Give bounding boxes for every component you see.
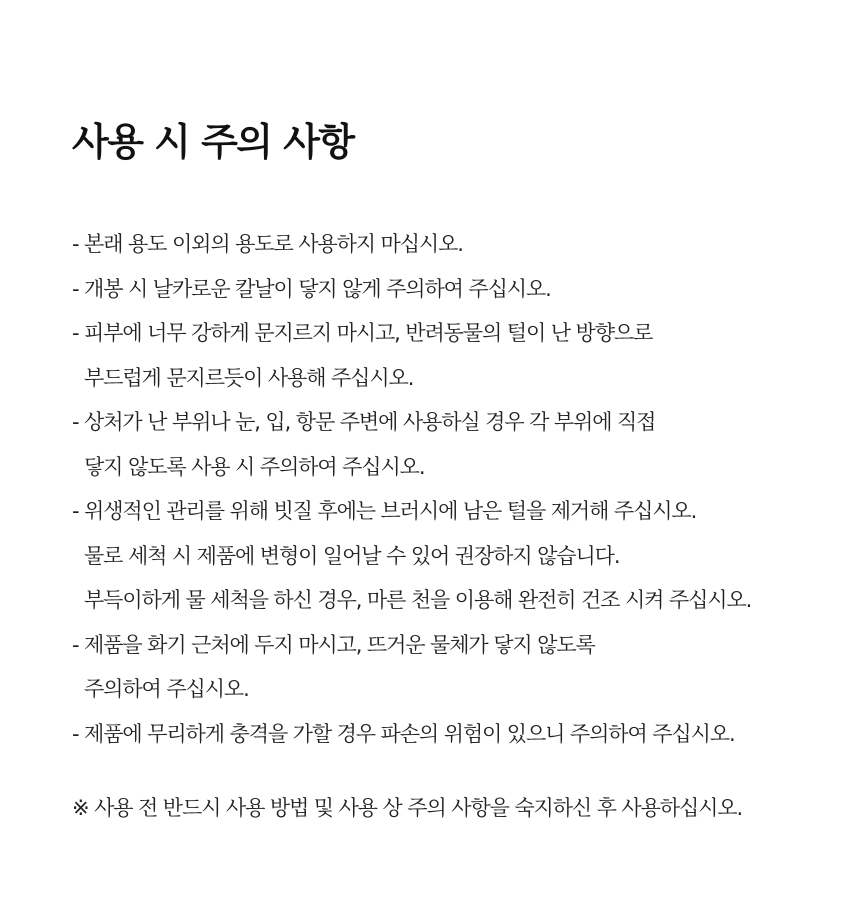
caution-line-continued: 부드럽게 문지르듯이 사용해 주십시오.	[84, 365, 414, 390]
caution-line-continued: 부득이하게 물 세척을 하신 경우, 마른 천을 이용해 완전히 건조 시켜 주십시오.	[84, 588, 752, 612]
caution-line: - 상처가 난 부위나 눈, 입, 항문 주변에 사용하실 경우 각 부위에 직접	[72, 410, 656, 434]
caution-line: - 제품을 화기 근처에 두지 마시고, 뜨거운 물체가 닿지 않도록	[72, 632, 595, 657]
caution-line: - 위생적인 관리를 위해 빗질 후에는 브러시에 남은 털을 제거해 주십시오.	[72, 499, 697, 523]
footer-notice: ※ 사용 전 반드시 사용 방법 및 사용 상 주의 사항을 숙지하신 후 사용하십시오.	[72, 796, 743, 820]
page-title: 사용 시 주의 사항	[72, 120, 354, 164]
caution-line: - 피부에 너무 강하게 문지르지 마시고, 반려동물의 털이 난 방향으로	[72, 321, 653, 345]
caution-line: - 본래 용도 이외의 용도로 사용하지 마십시오.	[72, 232, 463, 256]
caution-line: - 제품에 무리하게 충격을 가할 경우 파손의 위험이 있으니 주의하여 주십시오.	[72, 721, 735, 746]
caution-list	[72, 222, 751, 756]
caution-line-continued: 물로 세척 시 제품에 변형이 일어날 수 있어 권장하지 않습니다.	[84, 543, 620, 568]
caution-line-continued: 주의하여 주십시오.	[84, 677, 249, 701]
caution-line-continued: 닿지 않도록 사용 시 주의하여 주십시오.	[84, 454, 425, 479]
caution-line: - 개봉 시 날카로운 칼날이 닿지 않게 주의하여 주십시오.	[72, 276, 551, 301]
